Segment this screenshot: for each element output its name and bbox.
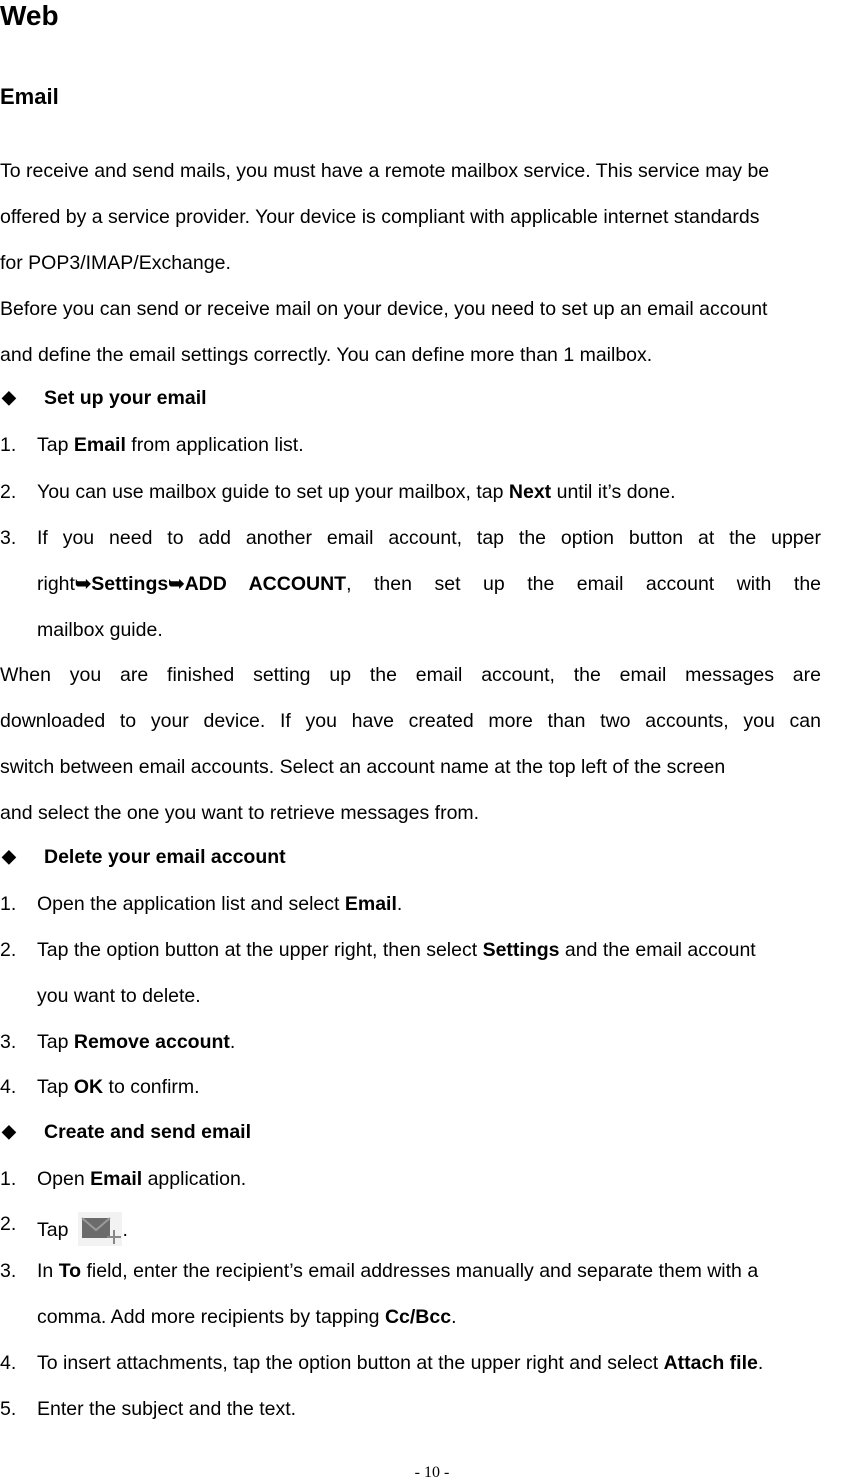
setup-step-3-line-2: right➥Settings➥ADD ACCOUNT, then set up the email account with the (37, 573, 822, 595)
delete-step-2-line-2: you want to delete. (37, 985, 201, 1007)
setup-heading-text: Set up your email (44, 387, 207, 409)
arrow-icon: ➥ (74, 573, 92, 595)
setup-after-line-2: downloaded to your device. If you have created more than two accounts, you can (0, 710, 821, 732)
delete-heading-text: Delete your email account (44, 846, 286, 868)
intro-line-2: offered by a service provider. Your device is compliant with applicable internet standards (0, 206, 760, 228)
section-heading: Email (0, 84, 59, 109)
create-step-3-line-2: comma. Add more recipients by tapping Cc/Bcc. (37, 1306, 457, 1328)
next-label: Next (508, 481, 552, 503)
setup-step-3-line-3: mailbox guide. (37, 619, 163, 641)
setup-after-line-1: When you are finished setting up the email account, the email messages are (0, 664, 821, 686)
intro-line-1: To receive and send mails, you must have a remote mailbox service. This service may be (0, 160, 770, 182)
intro-line-5: and define the email settings correctly. You can define more than 1 mailbox. (0, 344, 653, 366)
email-app-label: Email (73, 434, 126, 456)
page-number: - 10 - (414, 1464, 450, 1481)
page-heading: Web (0, 0, 59, 31)
setup-after-line-3: switch between email accounts. Select an account name at the top left of the screen (0, 756, 726, 778)
bullet-diamond-icon: ◆ (2, 387, 16, 407)
compose-email-icon (78, 1212, 122, 1246)
settings-label: Settings (91, 573, 169, 595)
create-heading-text: Create and send email (44, 1121, 251, 1143)
setup-after-line-4: and select the one you want to retrieve messages from. (0, 802, 480, 824)
bullet-diamond-icon: ◆ (2, 1121, 16, 1141)
step-number: 1. (0, 434, 17, 456)
intro-line-3: for POP3/IMAP/Exchange. (0, 252, 231, 274)
intro-line-4: Before you can send or receive mail on your device, you need to set up an email account (0, 298, 768, 320)
add-account-label: ADD ACCOUNT (184, 573, 347, 595)
arrow-icon: ➥ (168, 573, 185, 595)
bullet-diamond-icon: ◆ (2, 846, 16, 866)
